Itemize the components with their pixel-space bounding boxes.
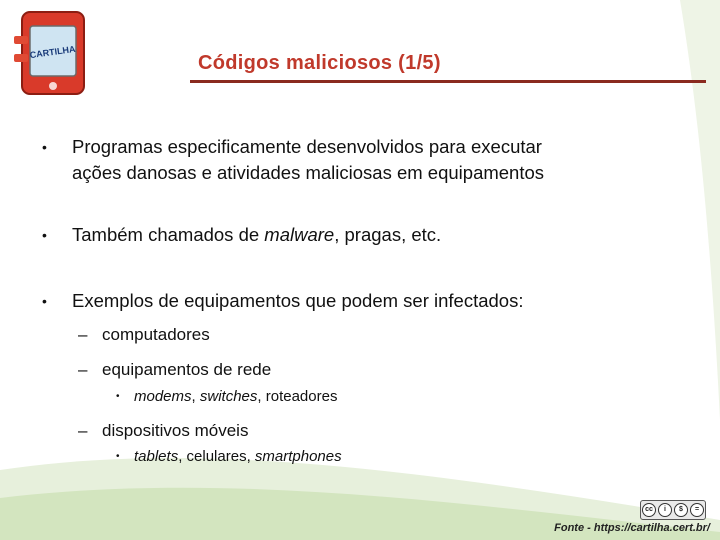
bullet-1 xyxy=(42,134,545,186)
subsub-post: , roteadores xyxy=(257,388,338,405)
sub-item-label: dispositivos móveis xyxy=(102,421,249,440)
bullet-dot: • xyxy=(42,293,47,309)
sub-dash: – xyxy=(78,360,88,379)
subsub-em: tablets xyxy=(134,448,179,465)
subsub-dot: • xyxy=(116,451,120,462)
by-icon: i xyxy=(658,503,672,517)
sub-item-network xyxy=(78,359,272,381)
sub-dash: – xyxy=(78,325,88,344)
sub-item-mobile xyxy=(78,420,249,442)
nd-icon: = xyxy=(690,503,704,517)
source-credit: Fonte - https://cartilha.cert.br/ xyxy=(554,522,710,534)
bullet-2-em: malware xyxy=(264,224,335,245)
subsub-item-network-examples xyxy=(116,387,338,407)
bullet-2-pre: Também chamados de xyxy=(72,224,265,245)
sub-dash: – xyxy=(78,421,88,440)
subsub-sep: , xyxy=(191,388,200,405)
bullet-2-post: , pragas, etc. xyxy=(334,224,442,245)
logo-text: CARTILHA xyxy=(29,43,77,61)
bullet-1-line1: Programas especificamente desenvolvidos para executar xyxy=(72,136,542,157)
bullet-1-line2: ações danosas e atividades maliciosas em equipamentos xyxy=(72,162,545,183)
sub-item-label: equipamentos de rede xyxy=(102,360,272,379)
creative-commons-badge xyxy=(640,500,706,520)
subsub-dot: • xyxy=(116,391,120,402)
sub-item-computers xyxy=(78,324,210,346)
subsub-item-mobile-examples xyxy=(116,447,342,467)
subsub-em: switches xyxy=(199,388,258,405)
nc-icon: $ xyxy=(674,503,688,517)
subsub-em: smartphones xyxy=(254,448,342,465)
bullet-3 xyxy=(42,288,524,314)
slide-title: Códigos maliciosos (1/5) xyxy=(198,52,441,74)
bullet-dot: • xyxy=(42,227,47,243)
cc-icon: cc xyxy=(642,503,656,517)
bullet-2 xyxy=(42,222,442,248)
sub-item-label: computadores xyxy=(102,325,210,344)
bullet-dot: • xyxy=(42,139,47,155)
subsub-em: modems xyxy=(134,388,192,405)
bullet-3-text: Exemplos de equipamentos que podem ser infectados: xyxy=(72,290,524,311)
subsub-mid: , celulares, xyxy=(178,448,255,465)
